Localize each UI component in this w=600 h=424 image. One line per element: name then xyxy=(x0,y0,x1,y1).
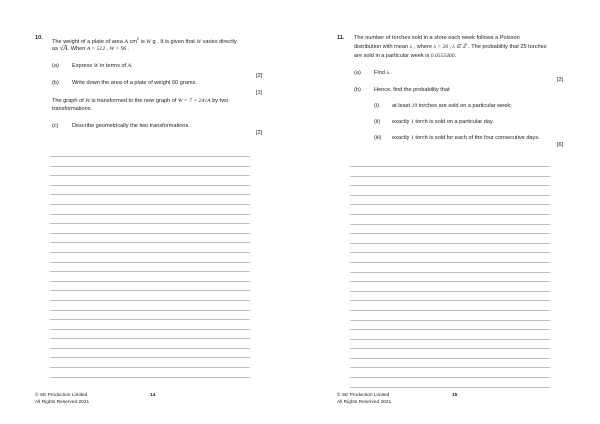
q11-number: 11. xyxy=(337,35,345,41)
q10b-label: (b) xyxy=(52,80,59,86)
answer-lines xyxy=(50,156,250,386)
q10-graph-line2: transformations. xyxy=(52,106,93,112)
q10-stem-line2: as √A. When A = 512 , W = 96 . xyxy=(52,44,129,52)
q11biii-label: (iii) xyxy=(374,135,382,141)
q11a-label: (a) xyxy=(354,70,361,76)
q11bi-label: (i) xyxy=(374,103,379,109)
footer-rights: All Rights Reserved 2021 xyxy=(35,400,90,405)
q11a-marks: [2] xyxy=(557,77,564,83)
footer-rights: All Rights Reserved 2021 xyxy=(337,400,392,405)
footer-copyright: © SE Production Limited xyxy=(337,393,390,398)
q10b-text: Write down the area of a plate of weight 60 grams. xyxy=(72,80,197,86)
q10a-text: Express W in terms of A. xyxy=(72,63,133,69)
q11b-text: Hence, find the probability that xyxy=(374,87,450,93)
q11b-label: (b) xyxy=(354,87,361,93)
page-number: 14 xyxy=(150,393,156,398)
page-number: 15 xyxy=(452,393,458,398)
right-page xyxy=(300,0,600,424)
answer-lines xyxy=(350,166,550,396)
q11-stem-line3: are sold in a particular week is 0.0555460. xyxy=(354,53,457,59)
q10-number: 10. xyxy=(35,35,43,41)
q11-stem-line2: distribution with mean λ , where λ > 20 , λ ∈ ℤ . The probability that 25 torches xyxy=(354,44,547,50)
q10c-label: (c) xyxy=(52,123,59,129)
q11bi-text: at least 19 torches are sold on a particular week; xyxy=(392,103,512,109)
q11b-marks: [6] xyxy=(557,142,564,148)
q11bii-label: (ii) xyxy=(374,119,381,125)
q11biii-text: exactly 1 torch is sold for each of the four consecutive days. xyxy=(392,135,540,141)
q10-stem-line1: The weight of a plate of area A $cm^2$ is W g . It is given that W varies directly xyxy=(52,36,237,45)
q10a-label: (a) xyxy=(52,63,59,69)
q11-stem-line1: The number of torches sold in a store each week follows a Poisson xyxy=(354,35,520,41)
q11a-text: Find λ. xyxy=(374,70,391,76)
q10b-marks: [1] xyxy=(256,90,263,96)
q10a-marks: [2] xyxy=(256,73,263,79)
q11bii-text: exactly 1 torch is sold on a particular day. xyxy=(392,119,494,125)
q10c-marks: [2] xyxy=(256,130,263,136)
footer-copyright: © SE Production Limited xyxy=(35,393,88,398)
q10-graph-line1: The graph of W is transformed to the new graph of W = 7 + 24√A by two xyxy=(52,98,229,104)
q10c-text: Describe geometrically the two transformations. xyxy=(72,123,190,129)
